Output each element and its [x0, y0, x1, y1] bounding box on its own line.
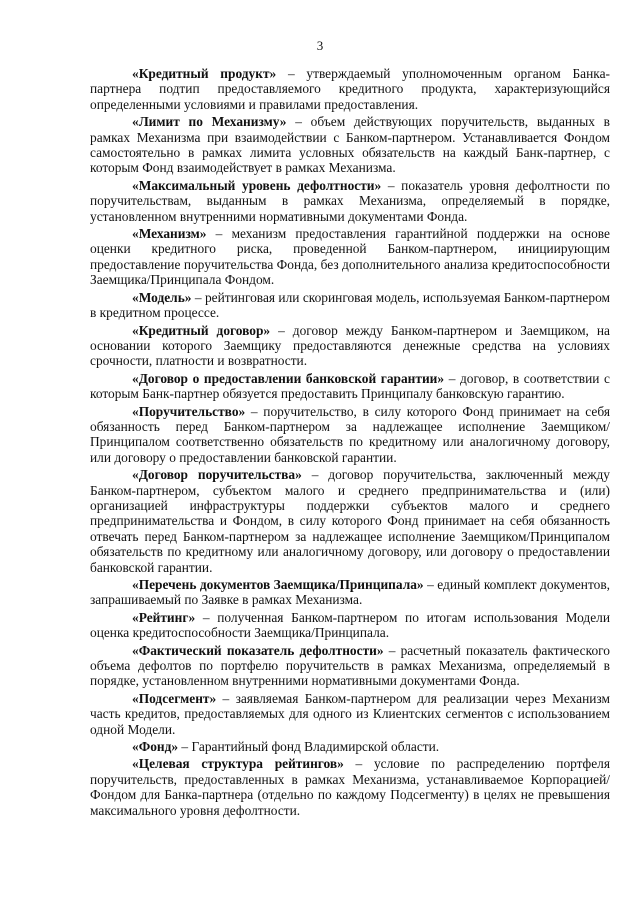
definition-text: – условие по распределению портфеля поручительств, предоставленных в рамках Механизма, устанавливаемое Корпорацией/Фондом для Банка-партнера (отдельно по каждому Подсегменту) в целях не превышения максимального уровня дефолтности.: [90, 756, 610, 818]
definition-term: «Перечень документов Заемщика/Принципала»: [132, 577, 424, 592]
definition-perechen-dokumentov: [90, 577, 610, 608]
definition-term: «Договор поручительства»: [132, 467, 302, 483]
definition-term: «Поручительство»: [132, 403, 246, 419]
definition-fakticheskij-pokazatel: [90, 643, 610, 689]
definition-dogovor-bankovskoj-garantii: [90, 371, 610, 402]
definition-celevaya-struktura: [90, 756, 610, 818]
definition-text: – механизм предоставления гарантийной поддержки на основе оценки кредитного риска, проведенной Банком-партнером, инициирующим предоставление поручительства Фонда, без дополнительного анализа кредитоспособности Заемщика/Принципала Фондом.: [90, 226, 610, 288]
definition-kreditnyj-dogovor: [90, 323, 610, 369]
definition-term: «Лимит по Механизму»: [132, 114, 287, 130]
definition-text: – договор между Банком-партнером и Заемщиком, на основании которого Заемщику предоставляются денежные средства на условиях срочности, платности и возвратности.: [90, 322, 610, 369]
definition-poruchitelstvo: [90, 404, 610, 466]
definition-text: – договор, в соответствии с которым Банк-партнер обязуется предоставить Принципалу банковскую гарантию.: [90, 370, 610, 402]
definition-text: – утверждаемый уполномоченным органом Банка-партнера подтип предоставляемого кредитного продукта, характеризующийся определенными условиями и правилами предоставления.: [90, 66, 610, 112]
definition-kreditnyj-produkt: [90, 66, 610, 112]
definition-term: «Фонд»: [132, 739, 179, 755]
definition-fond: [90, 739, 610, 754]
page-number: 3: [316, 38, 324, 53]
definition-term: «Целевая структура рейтингов»: [132, 756, 344, 772]
definition-text: – договор поручительства, заключенный между Банком-партнером, субъектом малого и среднего предпринимательства и (или) организацией инфраструктуры поддержки субъектов малого и среднего предпринимательства и Фондом, в силу которого Фонд принимает на себя обязанность отвечать перед Банком-партнером за надлежащее исполнение Заемщиком/Принципалом обязательств по кредитному или аналогичному договору, или договору о предоставлении банковской гарантии.: [90, 467, 610, 575]
definition-term: «Механизм»: [132, 226, 207, 242]
definition-model: [90, 290, 610, 321]
definition-dogovor-poruchitelstva: [90, 467, 610, 575]
definition-term: «Договор о предоставлении банковской гарантии»: [132, 370, 445, 386]
definition-text: – рейтинговая или скоринговая модель, используемая Банком-партнером в кредитном процессе.: [90, 289, 610, 321]
definition-podsegment: [90, 691, 610, 737]
definition-term: «Рейтинг»: [132, 609, 196, 625]
definition-text: – расчетный показатель фактического объема дефолтов по портфелю поручительств в рамках Механизма, определяемый в порядке, установленном внутренними нормативными документами Фонда.: [90, 642, 610, 689]
definition-term: «Максимальный уровень дефолтности»: [132, 177, 382, 193]
definition-text: – Гарантийный фонд Владимирской области.: [178, 739, 440, 755]
definitions-list: [90, 66, 610, 820]
definition-rejting: [90, 610, 610, 641]
definition-text: – единый комплект документов, запрашиваемый по Заявке в рамках Механизма.: [90, 577, 610, 608]
definition-term: «Кредитный договор»: [132, 322, 271, 338]
definition-text: – полученная Банком-партнером по итогам использования Модели оценка кредитоспособности Заемщика/Принципала.: [90, 609, 610, 641]
definition-term: «Подсегмент»: [132, 690, 217, 706]
definition-term: «Кредитный продукт»: [132, 66, 277, 81]
definition-term: «Фактический показатель дефолтности»: [132, 642, 384, 658]
definition-text: – объем действующих поручительств, выданных в рамках Механизма при взаимодействии с Банком-партнером. Устанавливается Фондом самостоятельно в рамках лимита условных обязательств на каждый Банк-партнер, с которым Фонд взаимодействует в рамках Механизма.: [90, 114, 610, 176]
definition-limit-po-mehanizmu: [90, 114, 610, 176]
definition-text: – заявляемая Банком-партнером для реализации через Механизм часть кредитов, предоставляемых для одного из Клиентских сегментов с использованием одной Модели.: [90, 690, 610, 737]
definition-mehanizm: [90, 226, 610, 288]
definition-text: – поручительство, в силу которого Фонд принимает на себя обязанность перед Банком-партнером за надлежащее исполнение Заемщиком/Принципалом соответственно обязательств по кредитному или аналогичному договору, или договору о предоставлении банковской гарантии.: [90, 403, 610, 465]
definition-term: «Модель»: [132, 289, 192, 305]
definition-text: – показатель уровня дефолтности по поручительствам, выданным в рамках Механизма, определяемый в порядке, установленном внутренними нормативными документами Фонда.: [90, 177, 610, 224]
definition-max-uroven-defoltnosti: [90, 178, 610, 224]
